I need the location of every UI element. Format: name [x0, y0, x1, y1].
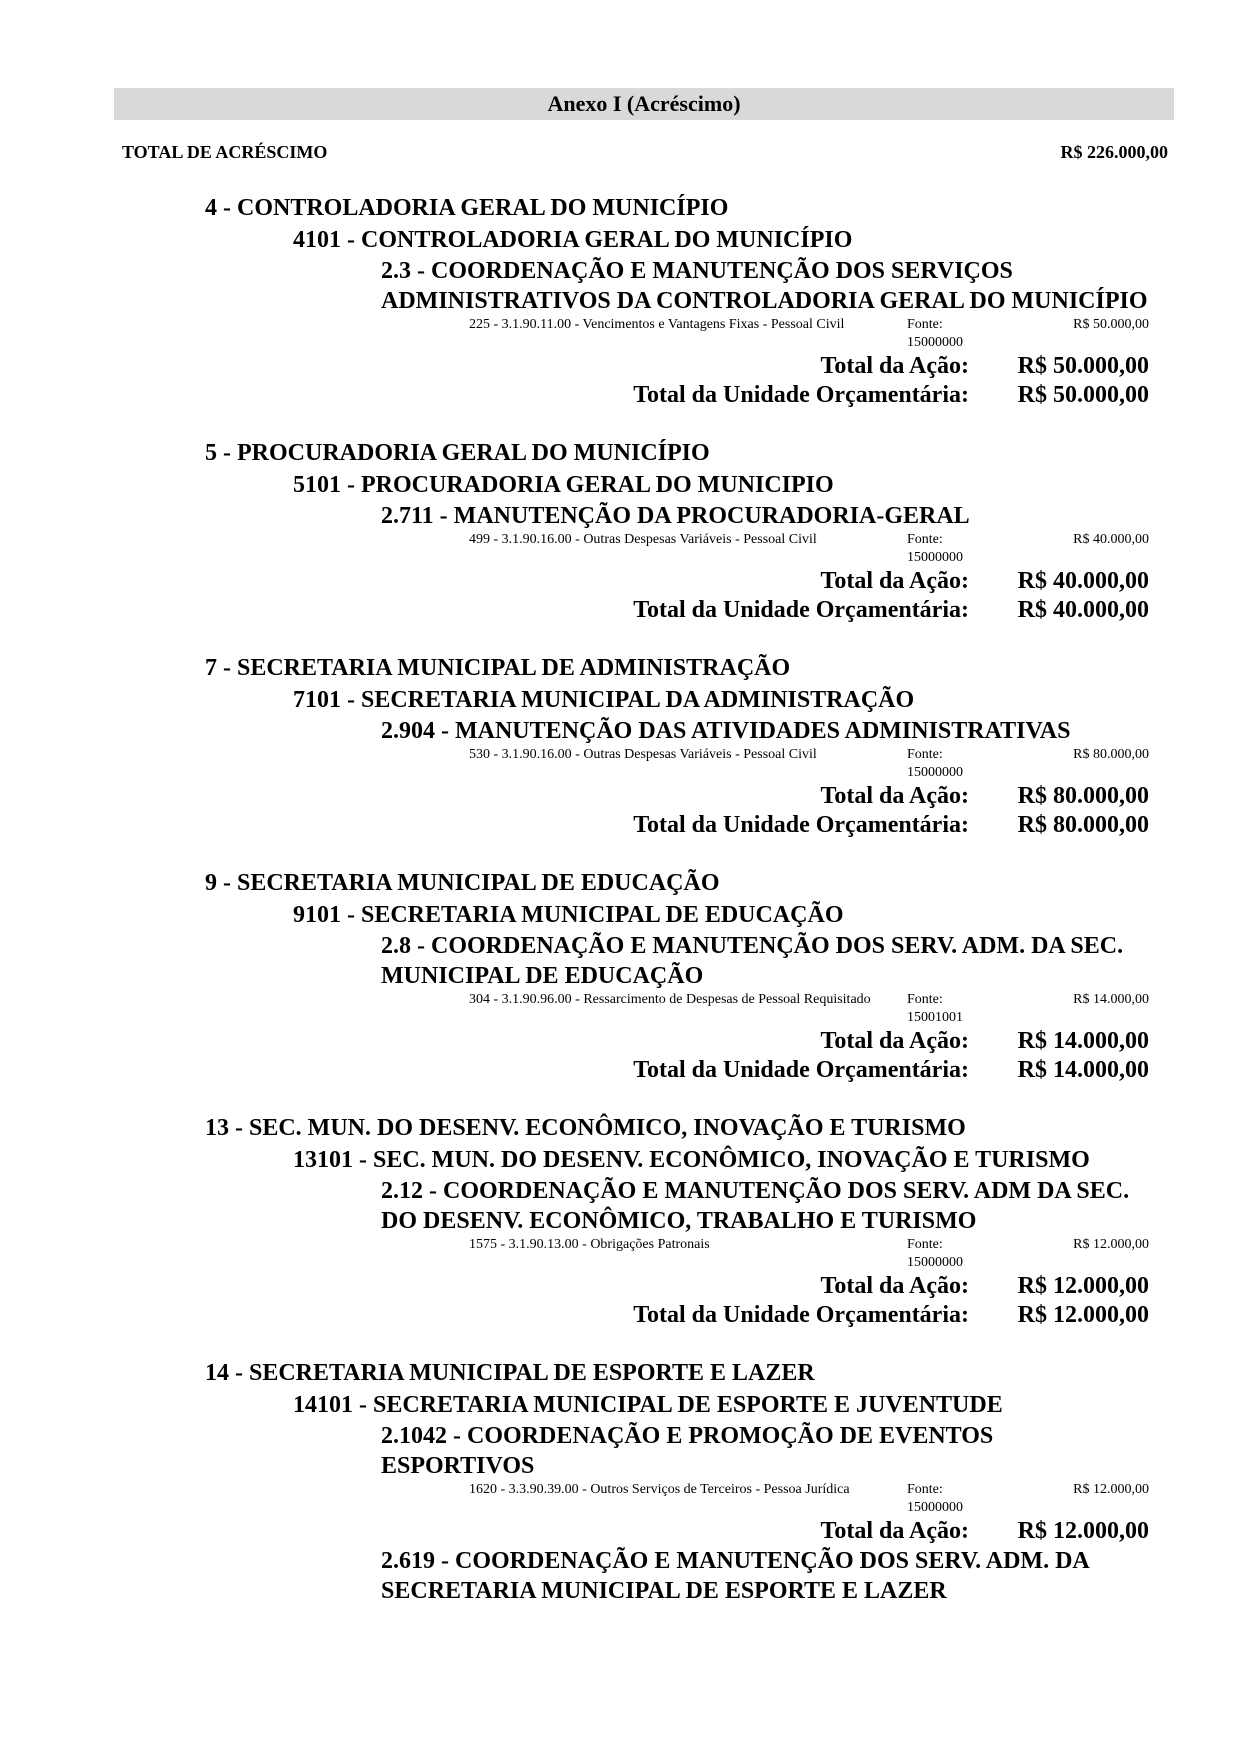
- total-acao-label: Total da Ação:: [820, 568, 969, 594]
- total-acao-row: [0, 782, 1149, 811]
- orgao-title: 9 - SECRETARIA MUNICIPAL DE EDUCAÇÃO: [205, 870, 720, 896]
- total-acao-value: R$ 80.000,00: [1017, 783, 1149, 809]
- total-unidade-label: Total da Unidade Orçamentária:: [633, 812, 969, 838]
- expense-item: [469, 746, 1241, 782]
- fonte-label: Fonte:: [907, 317, 943, 332]
- unidade-title: 14101 - SECRETARIA MUNICIPAL DE ESPORTE E JUVENTUDE: [293, 1392, 1003, 1418]
- expense-item: [469, 531, 1241, 567]
- expense-item: [469, 1481, 1241, 1517]
- total-acao-row: [0, 1027, 1149, 1056]
- fonte-code: 15001001: [907, 1010, 963, 1025]
- total-unidade-value: R$ 12.000,00: [1017, 1302, 1149, 1328]
- fonte-label: Fonte:: [907, 1482, 943, 1497]
- expense-fonte: [907, 316, 999, 352]
- fonte-code: 15000000: [907, 765, 963, 780]
- expense-value: R$ 14.000,00: [1073, 992, 1149, 1007]
- total-unidade-label: Total da Unidade Orçamentária:: [633, 1302, 969, 1328]
- expense-fonte: [907, 531, 999, 567]
- total-unidade-value: R$ 40.000,00: [1017, 597, 1149, 623]
- total-acao-value: R$ 12.000,00: [1017, 1273, 1149, 1299]
- orgao-title: 4 - CONTROLADORIA GERAL DO MUNICÍPIO: [205, 195, 729, 221]
- orgao-title: 5 - PROCURADORIA GERAL DO MUNICÍPIO: [205, 440, 710, 466]
- expense-description: 530 - 3.1.90.16.00 - Outras Despesas Variáveis - Pessoal Civil: [469, 747, 817, 762]
- acao-title: 2.1042 - COORDENAÇÃO E PROMOÇÃO DE EVENTOS ESPORTIVOS: [381, 1423, 994, 1479]
- total-unidade-row: [0, 381, 1149, 410]
- expense-description: 499 - 3.1.90.16.00 - Outras Despesas Variáveis - Pessoal Civil: [469, 532, 817, 547]
- total-acao-value: R$ 40.000,00: [1017, 568, 1149, 594]
- expense-description: 225 - 3.1.90.11.00 - Vencimentos e Vantagens Fixas - Pessoal Civil: [469, 317, 845, 332]
- total-acao-value: R$ 14.000,00: [1017, 1028, 1149, 1054]
- total-acao-row: [0, 1272, 1149, 1301]
- acao-title: 2.619 - COORDENAÇÃO E MANUTENÇÃO DOS SERV. ADM. DA SECRETARIA MUNICIPAL DE ESPORTE E LAZER: [381, 1548, 1089, 1604]
- expense-value: R$ 12.000,00: [1073, 1482, 1149, 1497]
- total-unidade-value: R$ 80.000,00: [1017, 812, 1149, 838]
- annex-title: Anexo I (Acréscimo): [114, 88, 1174, 120]
- fonte-label: Fonte:: [907, 747, 943, 762]
- fonte-label: Fonte:: [907, 1237, 943, 1252]
- orgao-section: [0, 192, 1241, 410]
- grand-total-label: TOTAL DE ACRÉSCIMO: [122, 142, 328, 162]
- orgao-title: 13 - SEC. MUN. DO DESENV. ECONÔMICO, INOVAÇÃO E TURISMO: [205, 1115, 966, 1141]
- expense-fonte: [907, 991, 999, 1027]
- orgao-section: [0, 1357, 1241, 1606]
- total-acao-label: Total da Ação:: [820, 783, 969, 809]
- unidade-title: 13101 - SEC. MUN. DO DESENV. ECONÔMICO, INOVAÇÃO E TURISMO: [293, 1147, 1090, 1173]
- total-unidade-label: Total da Unidade Orçamentária:: [633, 597, 969, 623]
- expense-fonte: [907, 1481, 999, 1517]
- total-acao-label: Total da Ação:: [820, 1518, 969, 1544]
- orgao-title: 14 - SECRETARIA MUNICIPAL DE ESPORTE E LAZER: [205, 1360, 815, 1386]
- expense-item: [469, 316, 1241, 352]
- fonte-code: 15000000: [907, 550, 963, 565]
- fonte-label: Fonte:: [907, 992, 943, 1007]
- acao-title: 2.711 - MANUTENÇÃO DA PROCURADORIA-GERAL: [381, 503, 970, 529]
- expense-item: [469, 991, 1241, 1027]
- total-unidade-label: Total da Unidade Orçamentária:: [633, 382, 969, 408]
- total-unidade-row: [0, 1301, 1149, 1330]
- orgao-section: [0, 437, 1241, 625]
- unidade-title: 7101 - SECRETARIA MUNICIPAL DA ADMINISTRAÇÃO: [293, 687, 915, 713]
- expense-value: R$ 12.000,00: [1073, 1237, 1149, 1252]
- unidade-title: 4101 - CONTROLADORIA GERAL DO MUNICÍPIO: [293, 227, 853, 253]
- fonte-label: Fonte:: [907, 532, 943, 547]
- acao-title: 2.904 - MANUTENÇÃO DAS ATIVIDADES ADMINISTRATIVAS: [381, 718, 1071, 744]
- expense-value: R$ 50.000,00: [1073, 317, 1149, 332]
- expense-item: [469, 1236, 1241, 1272]
- fonte-code: 15000000: [907, 1500, 963, 1515]
- expense-value: R$ 40.000,00: [1073, 532, 1149, 547]
- acao-title: 2.8 - COORDENAÇÃO E MANUTENÇÃO DOS SERV. ADM. DA SEC. MUNICIPAL DE EDUCAÇÃO: [381, 933, 1124, 989]
- grand-total-value: R$ 226.000,00: [1060, 142, 1168, 162]
- total-unidade-row: [0, 811, 1149, 840]
- acao-title: 2.12 - COORDENAÇÃO E MANUTENÇÃO DOS SERV. ADM DA SEC. DO DESENV. ECONÔMICO, TRABALHO E TURISMO: [381, 1178, 1130, 1234]
- total-unidade-value: R$ 14.000,00: [1017, 1057, 1149, 1083]
- total-acao-value: R$ 50.000,00: [1017, 353, 1149, 379]
- expense-description: 1620 - 3.3.90.39.00 - Outros Serviços de Terceiros - Pessoa Jurídica: [469, 1482, 850, 1497]
- total-unidade-value: R$ 50.000,00: [1017, 382, 1149, 408]
- fonte-code: 15000000: [907, 335, 963, 350]
- fonte-code: 15000000: [907, 1255, 963, 1270]
- total-acao-label: Total da Ação:: [820, 1028, 969, 1054]
- orgao-section: [0, 867, 1241, 1085]
- total-unidade-label: Total da Unidade Orçamentária:: [633, 1057, 969, 1083]
- total-unidade-row: [0, 1056, 1149, 1085]
- total-acao-label: Total da Ação:: [820, 353, 969, 379]
- expense-fonte: [907, 1236, 999, 1272]
- expense-fonte: [907, 746, 999, 782]
- total-acao-row: [0, 352, 1149, 381]
- total-unidade-row: [0, 596, 1149, 625]
- budget-content: [0, 192, 1241, 1606]
- expense-value: R$ 80.000,00: [1073, 747, 1149, 762]
- total-acao-row: [0, 567, 1149, 596]
- orgao-title: 7 - SECRETARIA MUNICIPAL DE ADMINISTRAÇÃO: [205, 655, 791, 681]
- unidade-title: 9101 - SECRETARIA MUNICIPAL DE EDUCAÇÃO: [293, 902, 844, 928]
- total-acao-row: [0, 1517, 1149, 1546]
- total-acao-value: R$ 12.000,00: [1017, 1518, 1149, 1544]
- orgao-section: [0, 652, 1241, 840]
- acao-title: 2.3 - COORDENAÇÃO E MANUTENÇÃO DOS SERVIÇOS ADMINISTRATIVOS DA CONTROLADORIA GERAL DO MUNICÍPIO: [381, 258, 1148, 314]
- expense-description: 1575 - 3.1.90.13.00 - Obrigações Patronais: [469, 1237, 710, 1252]
- expense-description: 304 - 3.1.90.96.00 - Ressarcimento de Despesas de Pessoal Requisitado: [469, 992, 871, 1007]
- orgao-section: [0, 1112, 1241, 1330]
- total-acao-label: Total da Ação:: [820, 1273, 969, 1299]
- unidade-title: 5101 - PROCURADORIA GERAL DO MUNICIPIO: [293, 472, 834, 498]
